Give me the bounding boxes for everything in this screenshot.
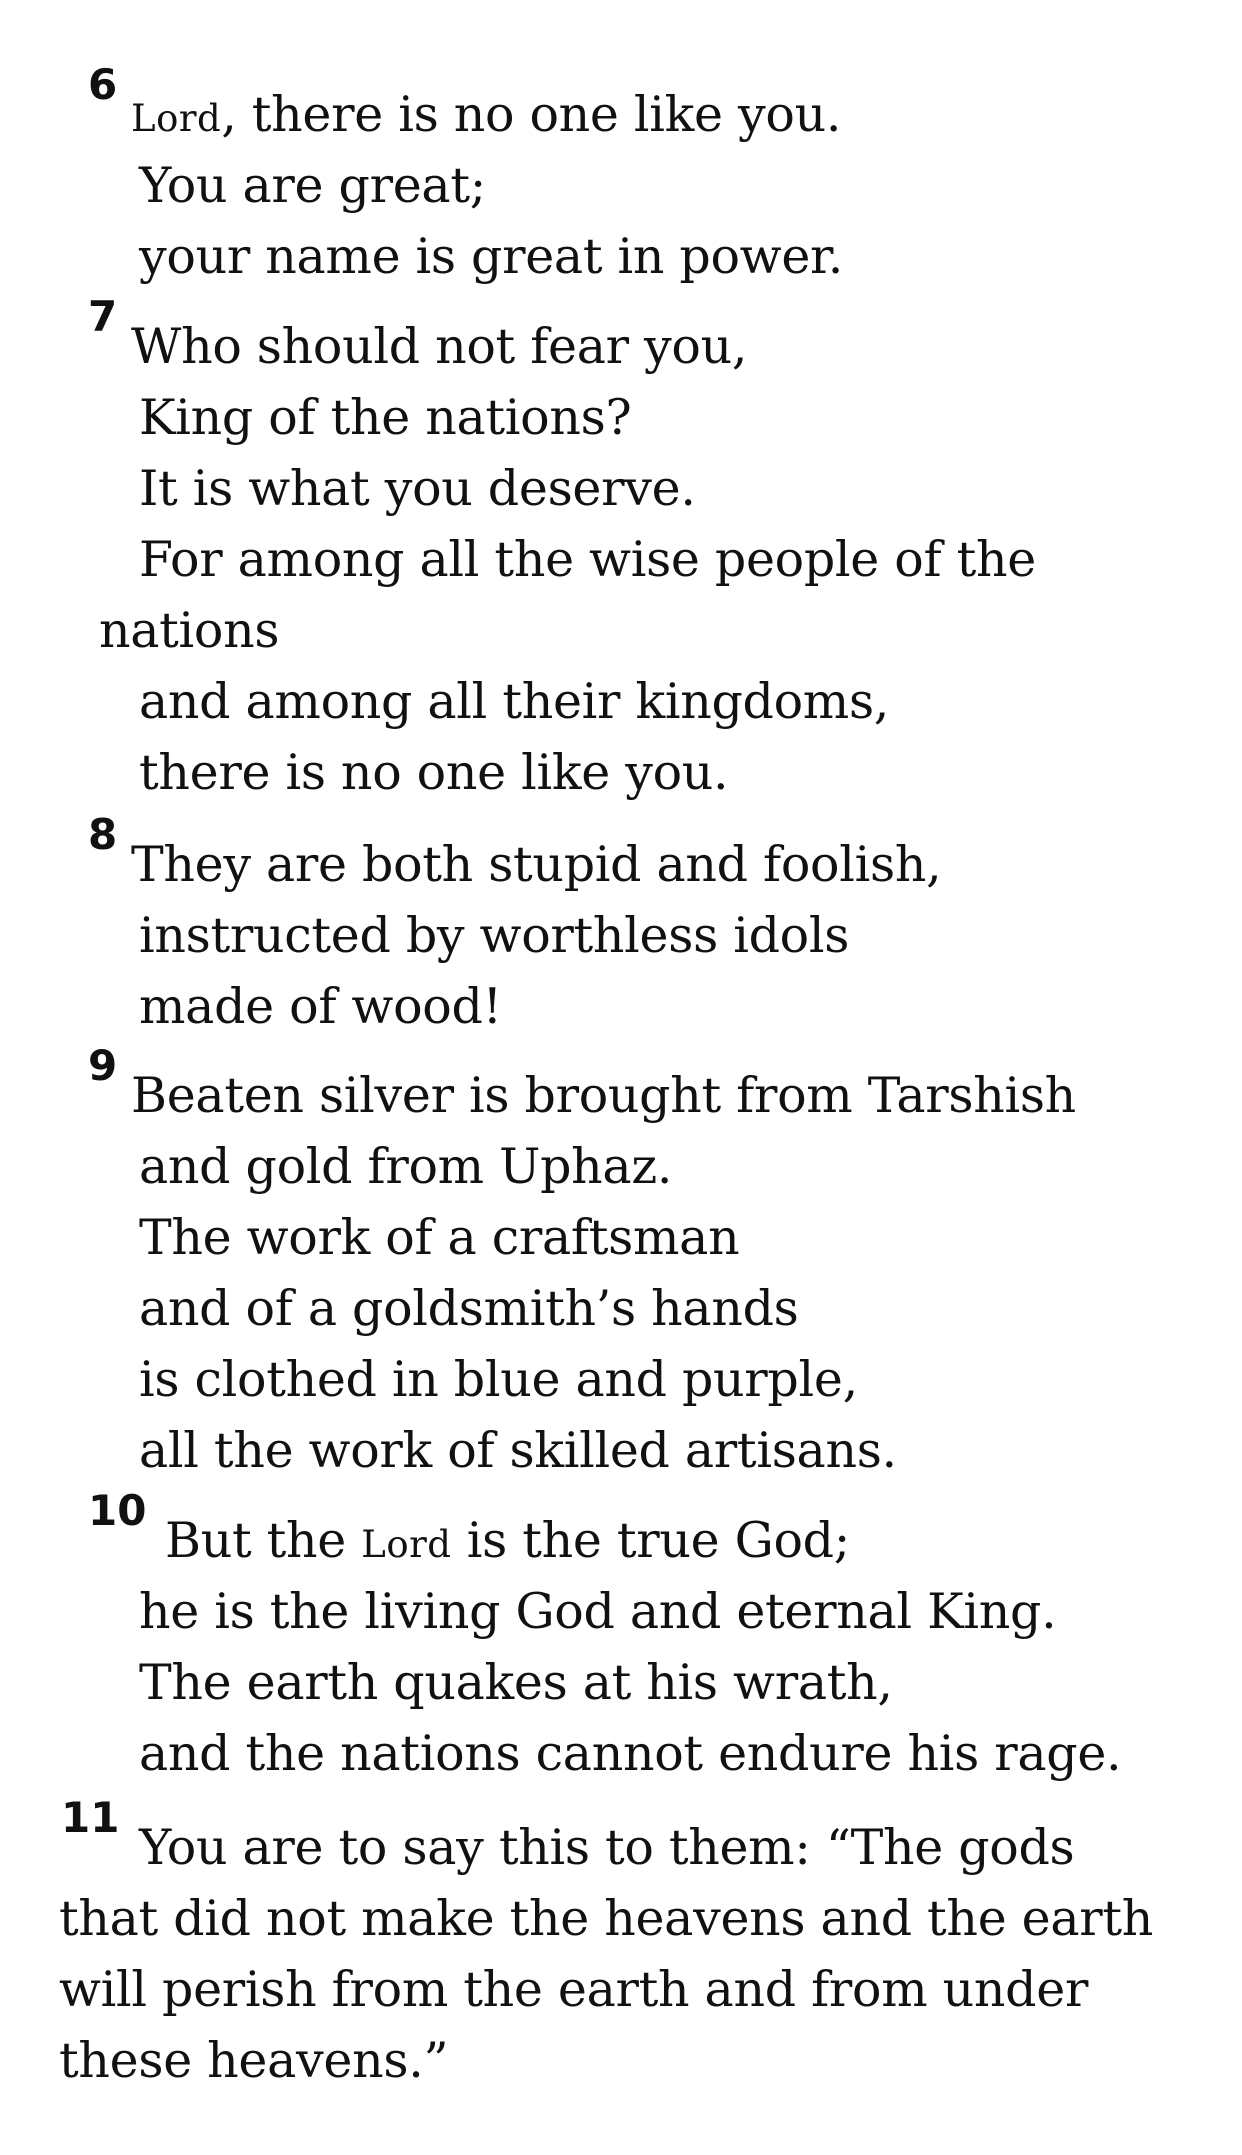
lord-small-caps: Lord — [131, 97, 222, 140]
verse-line: made of wood! — [139, 978, 502, 1035]
verse-line: instructed by worthless idols — [139, 907, 850, 964]
verse-line: your name is great in power. — [139, 228, 844, 285]
verse-line: he is the living God and eternal King. — [139, 1583, 1057, 1640]
verse-line: nations — [99, 602, 280, 659]
verse-line: all the work of skilled artisans. — [139, 1422, 897, 1479]
verse-number: 10 — [88, 1486, 147, 1535]
verse-line: and gold from Uphaz. — [139, 1138, 673, 1195]
verse-number: 9 — [88, 1041, 118, 1090]
verse-number: 8 — [88, 810, 118, 859]
verse-line: You are to say this to them: “The gods — [139, 1819, 1075, 1876]
verse-line: and the nations cannot endure his rage. — [139, 1725, 1122, 1782]
verse-line: King of the nations? — [139, 389, 632, 446]
verse-line: The earth quakes at his wrath, — [139, 1654, 893, 1711]
lord-small-caps: Lord — [361, 1523, 452, 1566]
verse-text: is the true God; — [451, 1512, 850, 1569]
verse-number: 7 — [88, 292, 118, 341]
verse-number: 6 — [88, 60, 118, 109]
verse-line: It is what you deserve. — [139, 460, 696, 517]
verse-line: The work of a craftsman — [139, 1209, 740, 1266]
verse-line: Who should not fear you, — [131, 318, 748, 375]
verse-text: But the — [165, 1512, 362, 1569]
verse-line: is clothed in blue and purple, — [139, 1351, 858, 1408]
verse-line: Beaten silver is brought from Tarshish — [131, 1067, 1076, 1124]
verse-text: , there is no one like you. — [221, 86, 842, 143]
verse-line: You are great; — [139, 157, 486, 214]
verse-line: For among all the wise people of the — [139, 531, 1036, 588]
verse-line: these heavens.” — [59, 2032, 449, 2089]
verse-number: 11 — [61, 1793, 120, 1842]
verse-line: there is no one like you. — [139, 744, 729, 801]
verse-line: will perish from the earth and from under — [59, 1961, 1089, 2018]
verse-line: and of a goldsmith’s hands — [139, 1280, 799, 1337]
verse-line — [131, 79, 841, 155]
verse-line: and among all their kingdoms, — [139, 673, 890, 730]
verse-line: They are both stupid and foolish, — [131, 836, 942, 893]
verse-line — [165, 1505, 850, 1581]
verse-line: that did not make the heavens and the earth — [59, 1890, 1154, 1947]
